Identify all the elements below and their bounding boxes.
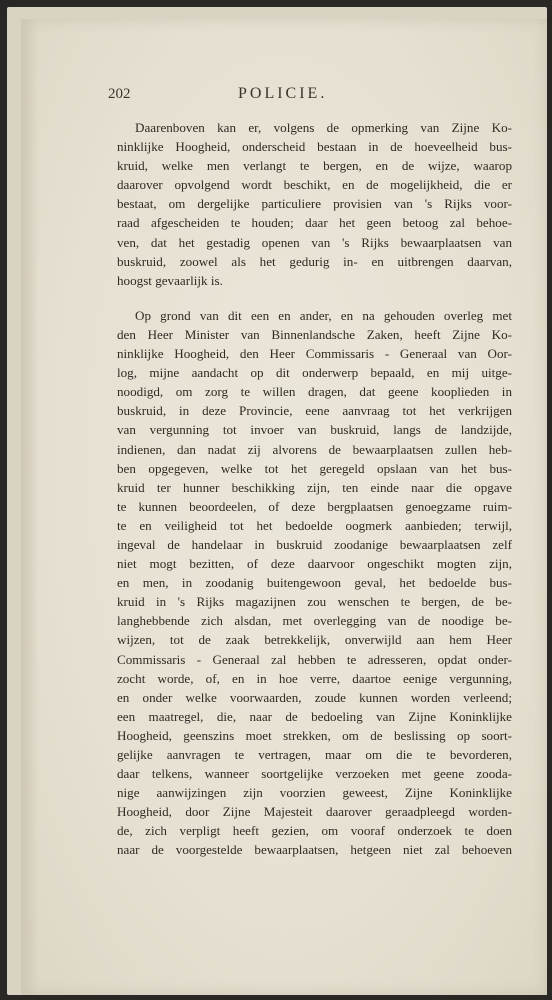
text-line: daar telkens, wanneer soortgelijke verzoeken met geene zooda- [117, 766, 512, 782]
text-line: van vergunning tot invoer van buskruid, langs de landzijde, [117, 422, 512, 438]
text-line: de, zich verpligt heeft gezien, om vooraf onderzoek te doen [117, 823, 512, 839]
text-line: Hoogheid, geenszins moet strekken, om de beslissing op soort- [117, 727, 512, 743]
running-title: POLICIE. [238, 85, 328, 102]
text-line: Daarenboven kan er, volgens de opmerking van Zijne Ko- [135, 120, 512, 135]
text-line: daarover opvolgend wordt beschikt, en de mogelijkheid, die er [117, 177, 512, 193]
text-line: langhebbende zich alsdan, met overlegging van de noodige be- [117, 613, 512, 629]
text-line: kruid ter hunner beschikking zijn, ten einde naar die opgave [117, 479, 512, 495]
text-line: naar de voorgestelde bewaarplaatsen, hetgeen niet zal behoeven [117, 842, 512, 858]
text-line: kruid in 's Rijks magazijnen zou wenschen te bergen, de be- [117, 594, 512, 610]
text-line: buskruid, in deze Provincie, eene aanvraag tot het verkrijgen [117, 403, 512, 419]
text-line: ven, dat het gestadig openen van 's Rijks bewaarplaatsen van [117, 234, 512, 250]
text-line: te kunnen beoordeelen, of deze bergplaatsen genoegzame ruim- [117, 498, 512, 514]
text-line: ninklijke Hoogheid, den Heer Commissaris - Generaal van Oor- [117, 346, 512, 362]
text-line: Commissaris - Generaal zal hebben te adresseren, opdat onder- [117, 651, 512, 667]
text-line: kruid, welke men verlangt te bergen, en de wijze, waarop [117, 158, 512, 174]
text-line: log, mijne aandacht op dit onderwerp bepaald, en mij uitge- [117, 365, 512, 381]
text-line: ninklijke Hoogheid, onderscheid bestaan in de hoeveelheid bus- [117, 139, 512, 155]
text-line: noodigd, om zorg te willen dragen, dat geene kooplieden in [117, 384, 512, 400]
paragraph-gap [117, 290, 512, 306]
paragraph-2 [117, 306, 512, 860]
text-line: en onder welke voorwaarden, zoude kunnen worden verleend; [117, 689, 512, 705]
text-line: te en veiligheid tot het bedoelde oogmerk aanbieden; terwijl, [117, 517, 512, 533]
text-line: zocht worde, of, en in hoe verre, daartoe eenige vergunning, [117, 670, 512, 686]
text-line: ingeval de handelaar in buskruid zoodanige bewaarplaatsen zelf [117, 536, 512, 552]
text-line: niet mogt bezitten, of deze daarvoor ongeschikt mogten zijn, [117, 556, 512, 572]
paragraph-1 [117, 118, 512, 290]
text-line: buskruid, zoowel als het gedurig in- en uitbrengen daarvan, [117, 253, 512, 269]
body-text [117, 118, 512, 860]
text-line: den Heer Minister van Binnenlandsche Zaken, heeft Zijne Ko- [117, 326, 512, 342]
text-line: raad afgescheiden te houden; daar het geen betoog zal behoe- [117, 215, 512, 231]
text-line: bestaat, om dergelijke particuliere provisien van 's Rijks voor- [117, 196, 512, 212]
page-number: 202 [108, 86, 131, 102]
text-line: Op grond van dit een en ander, en na gehouden overleg met [135, 307, 512, 323]
text-line: hoogst gevaarlijk is. [117, 272, 223, 288]
text-line: wijzen, tot de zaak betrekkelijk, onverwijld aan hem Heer [117, 632, 512, 648]
page-header [108, 85, 438, 109]
text-line: nige aanwijzingen zijn voorzien geweest, Zijne Koninklijke [117, 785, 512, 801]
text-line: en men, in zoodanig buitengewoon geval, het bedoelde bus- [117, 575, 512, 591]
text-line: een maatregel, die, naar de bedoeling van Zijne Koninklijke [117, 708, 512, 724]
text-line: ben opgegeven, welke tot het geregeld opslaan van het bus- [117, 460, 512, 476]
text-line: indienen, dan nadat zij alvorens de bewaarplaatsen zullen heb- [117, 441, 512, 457]
text-line: gelijke aanvragen te vertragen, maar om die te bevorderen, [117, 747, 512, 762]
page-gutter [21, 19, 39, 995]
text-line: Hoogheid, door Zijne Majesteit daarover geraadpleegd worden- [117, 804, 512, 820]
